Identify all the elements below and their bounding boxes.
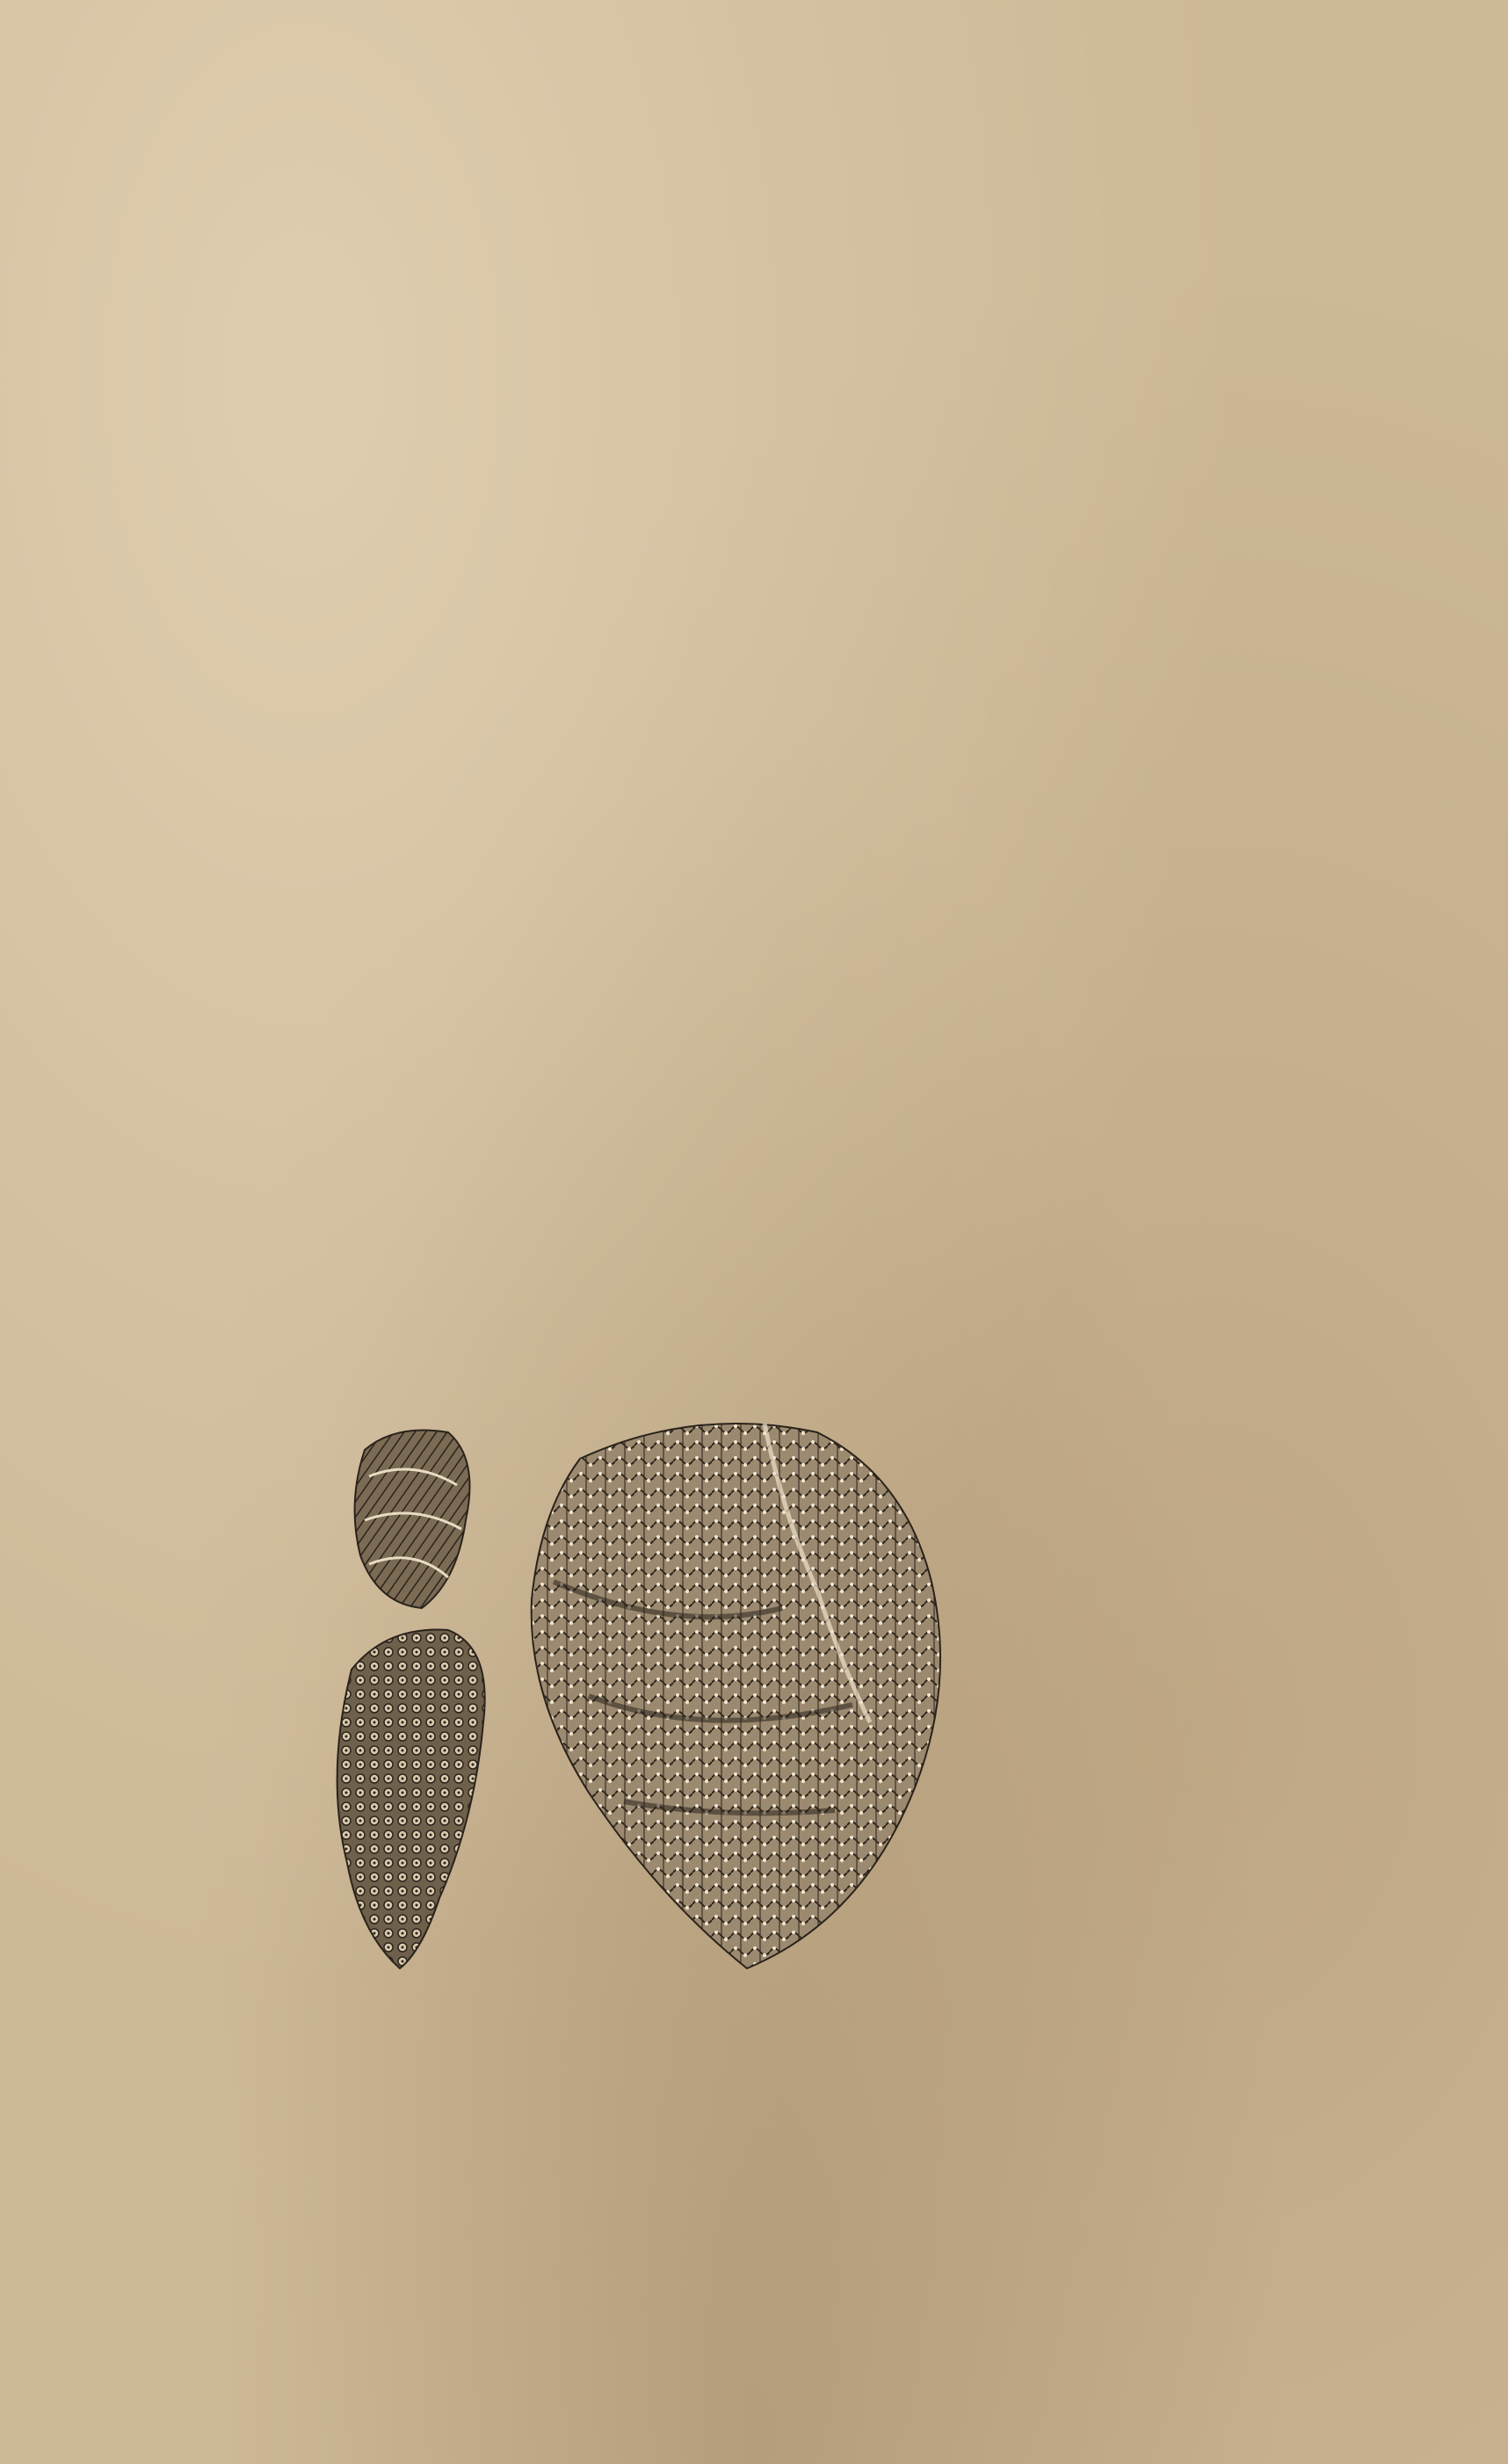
- page-header: [83, 54, 1415, 107]
- figure-266: [325, 1406, 1204, 2004]
- figure-2-drawing: [355, 1431, 470, 1609]
- figure-3-drawing: [337, 1630, 485, 1968]
- liver-capillaries-illustration: [325, 1406, 1204, 2004]
- figure-1-drawing: [532, 1424, 940, 1968]
